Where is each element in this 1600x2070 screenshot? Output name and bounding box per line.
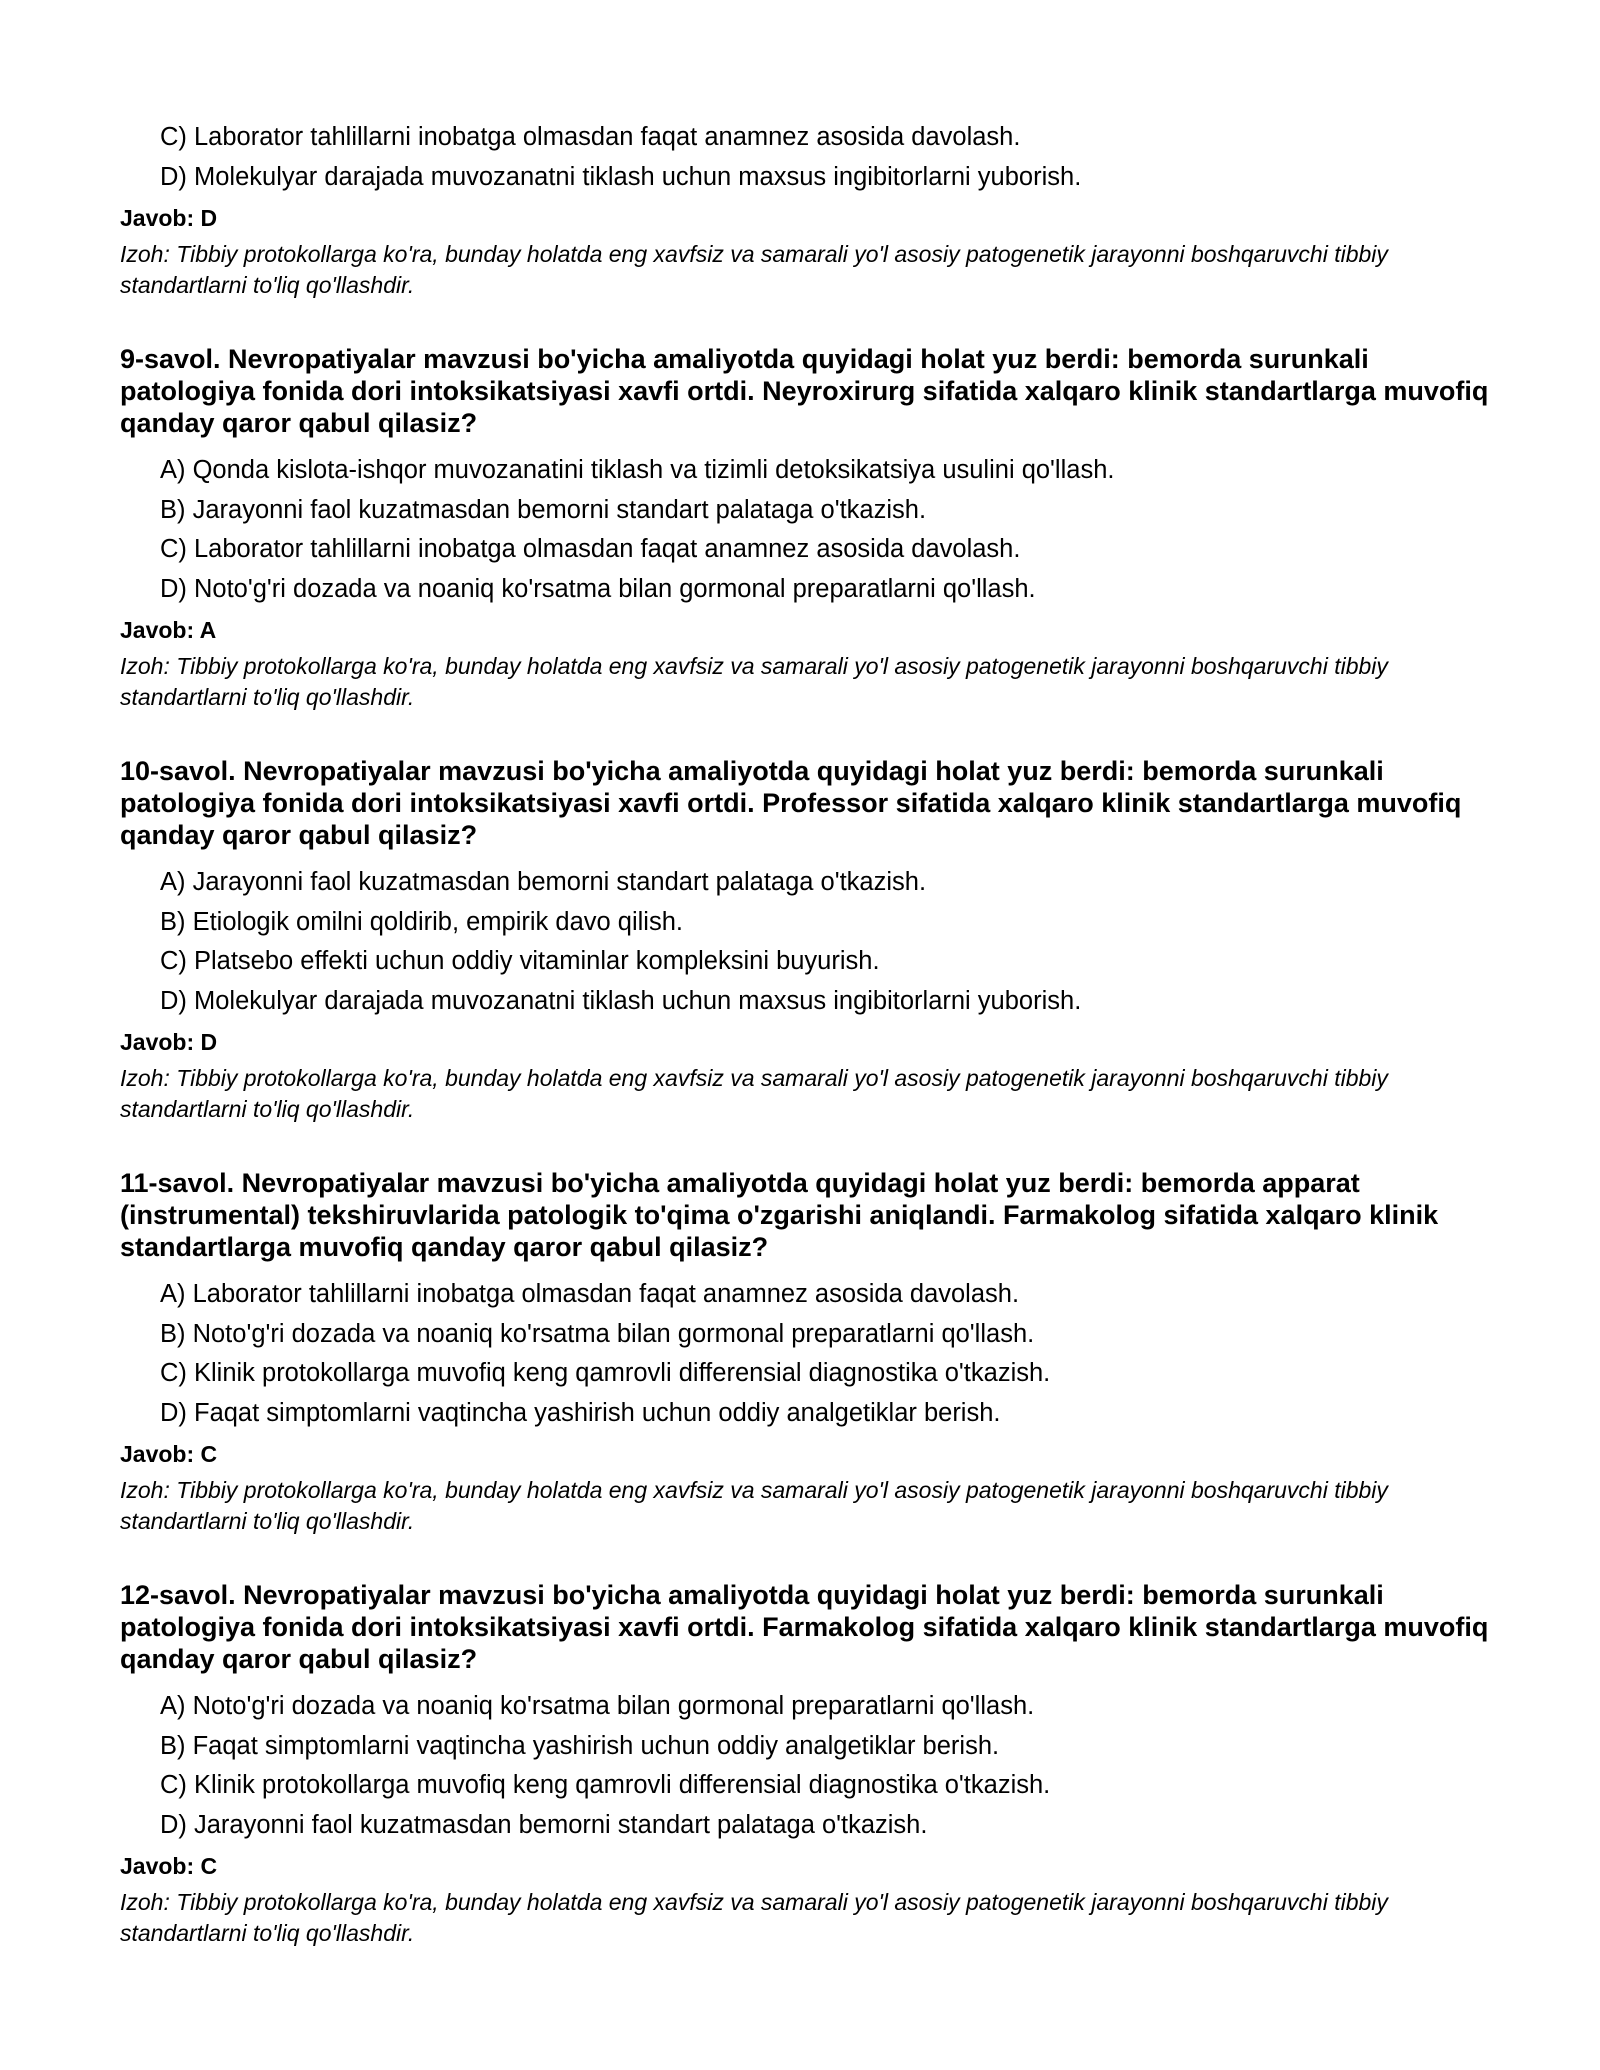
previous-question-tail xyxy=(120,118,1490,301)
option-c: C) Klinik protokollarga muvofiq keng qamrovli differensial diagnostika o'tkazish. xyxy=(160,1359,1051,1387)
option-d: D) Molekulyar darajada muvozanatni tiklash uchun maxsus ingibitorlarni yuborish. xyxy=(160,986,1082,1015)
option-c: C) Laborator tahlillarni inobatga olmasdan faqat anamnez asosida davolash. xyxy=(160,535,1021,563)
explanation: Izoh: Tibbiy protokollarga ko'ra, bunday holatda eng xavfsiz va samarali yo'l asosiy patogenetik jarayonni boshqaruvchi tibbiy standartlarni to'liq qo'llashdir. xyxy=(120,241,1388,298)
option-a: A) Laborator tahlillarni inobatga olmasdan faqat anamnez asosida davolash. xyxy=(160,1280,1020,1308)
question-12 xyxy=(120,1579,1490,1949)
option-b: B) Faqat simptomlarni vaqtincha yashirish uchun oddiy analgetiklar berish. xyxy=(160,1731,1000,1760)
option-a: A) Noto'g'ri dozada va noaniq ko'rsatma bilan gormonal preparatlarni qo'llash. xyxy=(160,1692,1035,1720)
question-text: 9-savol. Nevropatiyalar mavzusi bo'yicha amaliyotda quyidagi holat yuz berdi: bemorda surunkali patologiya fonida dori intoksikatsiyasi xavfi ortdi. Neyroxirurg sifatida xalqaro klinik standartlarga muvofiq qanday qaror qabul qilasiz? xyxy=(120,344,1489,438)
option-d: D) Molekulyar darajada muvozanatni tiklash uchun maxsus ingibitorlarni yuborish. xyxy=(160,162,1082,191)
option-c: C) Laborator tahlillarni inobatga olmasdan faqat anamnez asosida davolash. xyxy=(160,123,1021,151)
question-9 xyxy=(120,343,1490,713)
explanation: Izoh: Tibbiy protokollarga ko'ra, bunday holatda eng xavfsiz va samarali yo'l asosiy patogenetik jarayonni boshqaruvchi tibbiy standartlarni to'liq qo'llashdir. xyxy=(120,1477,1388,1534)
answer-label: Javob: C xyxy=(120,1853,218,1879)
option-a: A) Jarayonni faol kuzatmasdan bemorni standart palataga o'tkazish. xyxy=(160,868,927,896)
explanation: Izoh: Tibbiy protokollarga ko'ra, bunday holatda eng xavfsiz va samarali yo'l asosiy patogenetik jarayonni boshqaruvchi tibbiy standartlarni to'liq qo'llashdir. xyxy=(120,1065,1388,1122)
option-b: B) Jarayonni faol kuzatmasdan bemorni standart palataga o'tkazish. xyxy=(160,495,927,524)
question-text: 10-savol. Nevropatiyalar mavzusi bo'yicha amaliyotda quyidagi holat yuz berdi: bemorda surunkali patologiya fonida dori intoksikatsiyasi xavfi ortdi. Professor sifatida xalqaro klinik standartlarga muvofiq qanday qaror qabul qilasiz? xyxy=(120,756,1462,850)
option-d: D) Jarayonni faol kuzatmasdan bemorni standart palataga o'tkazish. xyxy=(160,1810,928,1839)
document-page xyxy=(120,118,1490,1949)
option-b: B) Etiologik omilni qoldirib, empirik davo qilish. xyxy=(160,907,683,936)
explanation: Izoh: Tibbiy protokollarga ko'ra, bunday holatda eng xavfsiz va samarali yo'l asosiy patogenetik jarayonni boshqaruvchi tibbiy standartlarni to'liq qo'llashdir. xyxy=(120,1889,1388,1946)
explanation: Izoh: Tibbiy protokollarga ko'ra, bunday holatda eng xavfsiz va samarali yo'l asosiy patogenetik jarayonni boshqaruvchi tibbiy standartlarni to'liq qo'llashdir. xyxy=(120,653,1388,710)
option-b: B) Noto'g'ri dozada va noaniq ko'rsatma bilan gormonal preparatlarni qo'llash. xyxy=(160,1319,1035,1348)
answer-label: Javob: C xyxy=(120,1441,218,1467)
question-10 xyxy=(120,755,1490,1125)
option-d: D) Faqat simptomlarni vaqtincha yashirish uchun oddiy analgetiklar berish. xyxy=(160,1398,1001,1427)
question-text: 12-savol. Nevropatiyalar mavzusi bo'yicha amaliyotda quyidagi holat yuz berdi: bemorda surunkali patologiya fonida dori intoksikatsiyasi xavfi ortdi. Farmakolog sifatida xalqaro klinik standartlarga muvofiq qanday qaror qabul qilasiz? xyxy=(120,1580,1489,1674)
answer-label: Javob: A xyxy=(120,617,217,643)
option-a: A) Qonda kislota-ishqor muvozanatini tiklash va tizimli detoksikatsiya usulini qo'llash. xyxy=(160,456,1115,484)
question-text: 11-savol. Nevropatiyalar mavzusi bo'yicha amaliyotda quyidagi holat yuz berdi: bemorda apparat (instrumental) tekshiruvlarida patologik to'qima o'zgarishi aniqlandi. Farmakolog sifatida xalqaro klinik standartlarga muvofiq qanday qaror qabul qilasiz? xyxy=(120,1168,1439,1262)
answer-label: Javob: D xyxy=(120,1029,218,1055)
option-c: C) Klinik protokollarga muvofiq keng qamrovli differensial diagnostika o'tkazish. xyxy=(160,1771,1051,1799)
answer-label: Javob: D xyxy=(120,205,218,231)
question-11 xyxy=(120,1167,1490,1537)
option-d: D) Noto'g'ri dozada va noaniq ko'rsatma bilan gormonal preparatlarni qo'llash. xyxy=(160,574,1036,603)
option-c: C) Platsebo effekti uchun oddiy vitaminlar kompleksini buyurish. xyxy=(160,947,880,975)
